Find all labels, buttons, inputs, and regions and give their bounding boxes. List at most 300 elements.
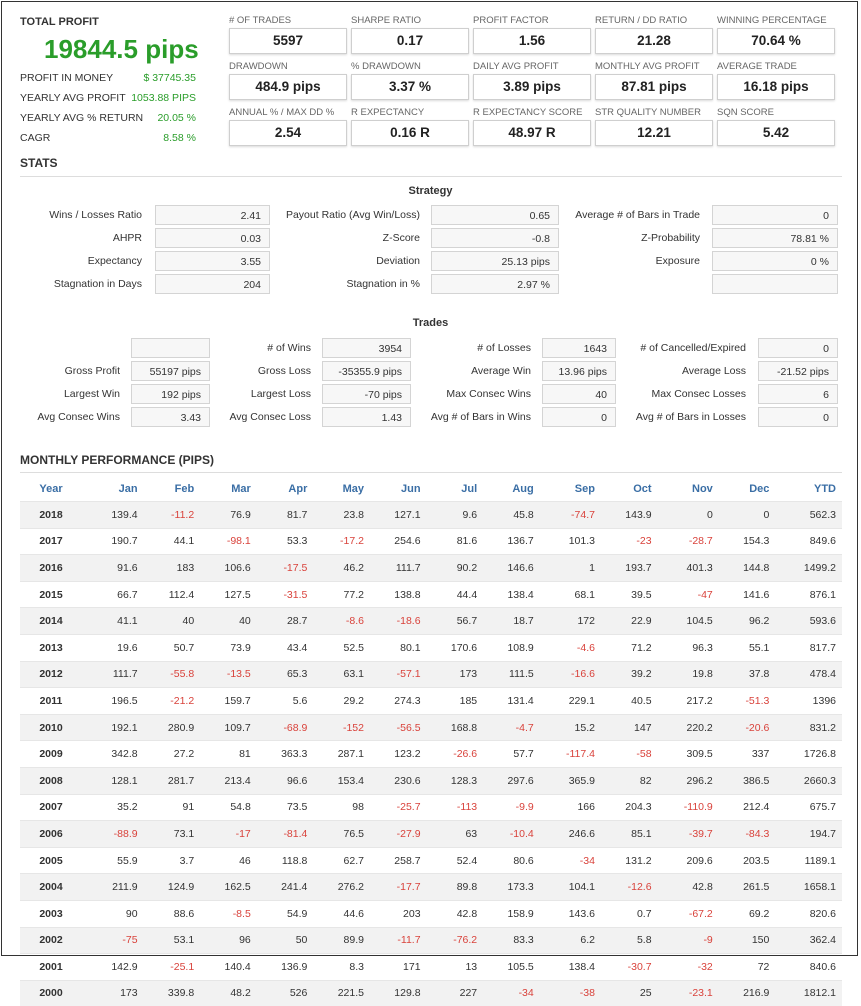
month-cell: 190.7 — [87, 528, 144, 555]
month-cell: 65.3 — [257, 661, 314, 688]
metric-value: 0.17 — [351, 28, 469, 54]
year-cell: 2003 — [20, 900, 87, 927]
month-cell: 40.5 — [601, 688, 658, 715]
cagr-value: 8.58 % — [163, 132, 196, 144]
month-cell: 6.2 — [540, 927, 601, 954]
month-cell: 227 — [427, 980, 484, 1006]
yearly-avg-profit-value: 1053.88 PIPS — [131, 92, 196, 104]
month-cell: 118.8 — [257, 847, 314, 874]
month-cell: -152 — [313, 714, 370, 741]
month-cell: 35.2 — [87, 794, 144, 821]
metric-str-quality-number — [595, 107, 713, 146]
metric-label: % DRAWDOWN — [351, 61, 469, 73]
column-header: Apr — [257, 477, 314, 502]
month-cell: -57.1 — [370, 661, 427, 688]
metric-label: STR QUALITY NUMBER — [595, 107, 713, 119]
month-cell: -55.8 — [144, 661, 201, 688]
month-cell: -16.6 — [540, 661, 601, 688]
month-cell: 88.6 — [144, 900, 201, 927]
month-cell: 170.6 — [427, 634, 484, 661]
table-row — [20, 661, 842, 688]
metric-sharpe-ratio — [351, 15, 469, 54]
month-cell: 55.1 — [719, 634, 776, 661]
year-cell: 2004 — [20, 874, 87, 901]
table-row — [20, 980, 842, 1006]
monthly-header-row — [20, 477, 842, 502]
trade-label: Max Consec Wins — [415, 388, 531, 400]
ytd-cell: 194.7 — [775, 821, 842, 848]
month-cell: -10.4 — [483, 821, 540, 848]
month-cell: 89.9 — [313, 927, 370, 954]
month-cell: 72 — [719, 954, 776, 981]
month-cell: 131.2 — [601, 847, 658, 874]
month-cell: 80.6 — [483, 847, 540, 874]
metric-value: 3.89 pips — [473, 74, 591, 100]
month-cell: 81.6 — [427, 528, 484, 555]
month-cell: 91.6 — [87, 555, 144, 582]
trade-value: 0 — [758, 338, 838, 358]
table-row — [20, 581, 842, 608]
month-cell: -58 — [601, 741, 658, 768]
month-cell: 173 — [427, 661, 484, 688]
month-cell: 281.7 — [144, 767, 201, 794]
metric-r-expectancy — [351, 107, 469, 146]
month-cell: 220.2 — [658, 714, 719, 741]
month-cell: 185 — [427, 688, 484, 715]
month-cell: -11.2 — [144, 502, 201, 529]
year-cell: 2001 — [20, 954, 87, 981]
column-header: Year — [20, 477, 87, 502]
trade-value: 6 — [758, 384, 838, 404]
month-cell: 0 — [719, 502, 776, 529]
metric-label: RETURN / DD RATIO — [595, 15, 713, 27]
month-cell: -68.9 — [257, 714, 314, 741]
month-cell: 131.4 — [483, 688, 540, 715]
month-cell: 213.4 — [200, 767, 257, 794]
month-cell: 274.3 — [370, 688, 427, 715]
table-row — [20, 927, 842, 954]
metric-label: SQN SCORE — [717, 107, 835, 119]
month-cell: 136.7 — [483, 528, 540, 555]
month-cell: 40 — [200, 608, 257, 635]
trade-value: -35355.9 pips — [322, 361, 411, 381]
month-cell: 111.7 — [87, 661, 144, 688]
month-cell: 401.3 — [658, 555, 719, 582]
month-cell: 105.5 — [483, 954, 540, 981]
month-cell: 76.5 — [313, 821, 370, 848]
stats-divider — [20, 176, 842, 177]
month-cell: 96 — [200, 927, 257, 954]
metric-profit-factor — [473, 15, 591, 54]
stat-label: Stagnation in % — [270, 278, 420, 290]
metric-label: DRAWDOWN — [229, 61, 347, 73]
month-cell: 124.9 — [144, 874, 201, 901]
metric-average-trade — [717, 61, 835, 100]
month-cell: 13 — [427, 954, 484, 981]
month-cell: 46 — [200, 847, 257, 874]
trade-label: Average Win — [415, 365, 531, 377]
trade-value: 1643 — [542, 338, 616, 358]
ytd-cell: 820.6 — [775, 900, 842, 927]
stat-value: 204 — [155, 274, 270, 294]
month-cell: -17 — [200, 821, 257, 848]
month-cell: 54.8 — [200, 794, 257, 821]
month-cell: 9.6 — [427, 502, 484, 529]
year-cell: 2013 — [20, 634, 87, 661]
trade-label: Avg Consec Loss — [215, 411, 311, 423]
metric-label: MONTHLY AVG PROFIT — [595, 61, 713, 73]
metric-label: R EXPECTANCY SCORE — [473, 107, 591, 119]
month-cell: 5.8 — [601, 927, 658, 954]
month-cell: 48.2 — [200, 980, 257, 1006]
stat-label: Expectancy — [20, 255, 142, 267]
trade-value: 3.43 — [131, 407, 210, 427]
month-cell: 192.1 — [87, 714, 144, 741]
month-cell: -56.5 — [370, 714, 427, 741]
trade-value: -70 pips — [322, 384, 411, 404]
stat-value: 25.13 pips — [431, 251, 559, 271]
stat-label: Wins / Losses Ratio — [20, 209, 142, 221]
year-cell: 2012 — [20, 661, 87, 688]
month-cell: -8.6 — [313, 608, 370, 635]
ytd-cell: 817.7 — [775, 634, 842, 661]
month-cell: 158.9 — [483, 900, 540, 927]
month-cell: -84.3 — [719, 821, 776, 848]
month-cell: 140.4 — [200, 954, 257, 981]
month-cell: -117.4 — [540, 741, 601, 768]
metric-value: 5597 — [229, 28, 347, 54]
stat-value: 2.41 — [155, 205, 270, 225]
year-cell: 2016 — [20, 555, 87, 582]
month-cell: -98.1 — [200, 528, 257, 555]
month-cell: 309.5 — [658, 741, 719, 768]
trade-label: # of Cancelled/Expired — [620, 342, 746, 354]
column-header: Oct — [601, 477, 658, 502]
month-cell: -11.7 — [370, 927, 427, 954]
month-cell: -113 — [427, 794, 484, 821]
month-cell: 18.7 — [483, 608, 540, 635]
column-header: Jul — [427, 477, 484, 502]
profit-in-money-value: $ 37745.35 — [143, 72, 196, 84]
month-cell: 162.5 — [200, 874, 257, 901]
month-cell: 171 — [370, 954, 427, 981]
month-cell: 1 — [540, 555, 601, 582]
month-cell: 203 — [370, 900, 427, 927]
profit-in-money-label: PROFIT IN MONEY — [20, 72, 113, 84]
month-cell: -4.7 — [483, 714, 540, 741]
month-cell: 106.6 — [200, 555, 257, 582]
table-row — [20, 900, 842, 927]
month-cell: 23.8 — [313, 502, 370, 529]
month-cell: -39.7 — [658, 821, 719, 848]
trade-value: -21.52 pips — [758, 361, 838, 381]
month-cell: -18.6 — [370, 608, 427, 635]
table-row — [20, 688, 842, 715]
month-cell: -30.7 — [601, 954, 658, 981]
total-profit-value: 19844.5 pips — [44, 34, 199, 65]
month-cell: 81.7 — [257, 502, 314, 529]
trade-value: 0 — [542, 407, 616, 427]
trade-label: Average Loss — [620, 365, 746, 377]
year-cell: 2009 — [20, 741, 87, 768]
stat-label: Z-Probability — [560, 232, 700, 244]
month-cell: 76.9 — [200, 502, 257, 529]
year-cell: 2014 — [20, 608, 87, 635]
month-cell: 68.1 — [540, 581, 601, 608]
month-cell: 168.8 — [427, 714, 484, 741]
column-header: Dec — [719, 477, 776, 502]
ytd-cell: 675.7 — [775, 794, 842, 821]
month-cell: 212.4 — [719, 794, 776, 821]
month-cell: 365.9 — [540, 767, 601, 794]
month-cell: 127.1 — [370, 502, 427, 529]
month-cell: -51.3 — [719, 688, 776, 715]
month-cell: 159.7 — [200, 688, 257, 715]
ytd-cell: 831.2 — [775, 714, 842, 741]
trade-label: Largest Win — [20, 388, 120, 400]
month-cell: 166 — [540, 794, 601, 821]
month-cell: 37.8 — [719, 661, 776, 688]
month-cell: 73.1 — [144, 821, 201, 848]
month-cell: 183 — [144, 555, 201, 582]
trade-label: Largest Loss — [215, 388, 311, 400]
metric-pct-drawdown — [351, 61, 469, 100]
month-cell: 3.7 — [144, 847, 201, 874]
month-cell: 28.7 — [257, 608, 314, 635]
ytd-cell: 1658.1 — [775, 874, 842, 901]
ytd-cell: 1396 — [775, 688, 842, 715]
month-cell: -4.6 — [540, 634, 601, 661]
metric-label: SHARPE RATIO — [351, 15, 469, 27]
ytd-cell: 2660.3 — [775, 767, 842, 794]
month-cell: 96.6 — [257, 767, 314, 794]
yearly-avg-return-row — [20, 112, 196, 124]
month-cell: 141.6 — [719, 581, 776, 608]
month-cell: -31.5 — [257, 581, 314, 608]
month-cell: 128.1 — [87, 767, 144, 794]
metric-label: DAILY AVG PROFIT — [473, 61, 591, 73]
month-cell: -81.4 — [257, 821, 314, 848]
month-cell: -8.5 — [200, 900, 257, 927]
table-row — [20, 794, 842, 821]
month-cell: 337 — [719, 741, 776, 768]
metric-value: 5.42 — [717, 120, 835, 146]
table-row — [20, 634, 842, 661]
month-cell: -17.7 — [370, 874, 427, 901]
month-cell: 139.4 — [87, 502, 144, 529]
month-cell: 19.8 — [658, 661, 719, 688]
month-cell: 66.7 — [87, 581, 144, 608]
metric-value: 16.18 pips — [717, 74, 835, 100]
month-cell: -76.2 — [427, 927, 484, 954]
month-cell: -28.7 — [658, 528, 719, 555]
monthly-body — [20, 502, 842, 1006]
month-cell: -75 — [87, 927, 144, 954]
total-profit-label: TOTAL PROFIT — [20, 16, 99, 28]
metric-value: 21.28 — [595, 28, 713, 54]
column-header: May — [313, 477, 370, 502]
month-cell: 42.8 — [427, 900, 484, 927]
column-header: Aug — [483, 477, 540, 502]
stat-value: 78.81 % — [712, 228, 838, 248]
month-cell: 90.2 — [427, 555, 484, 582]
ytd-cell: 1726.8 — [775, 741, 842, 768]
month-cell: 50.7 — [144, 634, 201, 661]
month-cell: 363.3 — [257, 741, 314, 768]
metric-label: # OF TRADES — [229, 15, 347, 27]
metric-value: 70.64 % — [717, 28, 835, 54]
month-cell: 143.6 — [540, 900, 601, 927]
month-cell: 101.3 — [540, 528, 601, 555]
table-row — [20, 954, 842, 981]
table-row — [20, 502, 842, 529]
month-cell: 193.7 — [601, 555, 658, 582]
metric-value: 1.56 — [473, 28, 591, 54]
metric-label: PROFIT FACTOR — [473, 15, 591, 27]
trade-label: Avg Consec Wins — [20, 411, 120, 423]
year-cell: 2006 — [20, 821, 87, 848]
month-cell: 138.4 — [540, 954, 601, 981]
trade-value — [131, 338, 210, 358]
month-cell: 52.5 — [313, 634, 370, 661]
trade-value: 1.43 — [322, 407, 411, 427]
strategy-title: Strategy — [0, 185, 861, 197]
month-cell: 41.1 — [87, 608, 144, 635]
month-cell: 96.2 — [719, 608, 776, 635]
month-cell: 211.9 — [87, 874, 144, 901]
month-cell: 342.8 — [87, 741, 144, 768]
trade-value: 55197 pips — [131, 361, 210, 381]
month-cell: -67.2 — [658, 900, 719, 927]
month-cell: 25 — [601, 980, 658, 1006]
month-cell: 172 — [540, 608, 601, 635]
month-cell: 85.1 — [601, 821, 658, 848]
metric-value: 2.54 — [229, 120, 347, 146]
trade-label: Max Consec Losses — [620, 388, 746, 400]
month-cell: 90 — [87, 900, 144, 927]
month-cell: 52.4 — [427, 847, 484, 874]
stat-value: 0 — [712, 205, 838, 225]
year-cell: 2015 — [20, 581, 87, 608]
stat-value: 0.65 — [431, 205, 559, 225]
month-cell: 42.8 — [658, 874, 719, 901]
metric-monthly-avg-profit — [595, 61, 713, 100]
table-row — [20, 741, 842, 768]
month-cell: 91 — [144, 794, 201, 821]
month-cell: 258.7 — [370, 847, 427, 874]
month-cell: 127.5 — [200, 581, 257, 608]
month-cell: 56.7 — [427, 608, 484, 635]
month-cell: 71.2 — [601, 634, 658, 661]
month-cell: 280.9 — [144, 714, 201, 741]
month-cell: 254.6 — [370, 528, 427, 555]
month-cell: 204.3 — [601, 794, 658, 821]
column-header: Feb — [144, 477, 201, 502]
table-row — [20, 528, 842, 555]
metric-trades — [229, 15, 347, 54]
month-cell: 297.6 — [483, 767, 540, 794]
month-cell: 196.5 — [87, 688, 144, 715]
stat-label: Payout Ratio (Avg Win/Loss) — [270, 209, 420, 221]
month-cell: 339.8 — [144, 980, 201, 1006]
ytd-cell: 478.4 — [775, 661, 842, 688]
column-header: Nov — [658, 477, 719, 502]
stat-label: Average # of Bars in Trade — [560, 209, 700, 221]
stat-value: -0.8 — [431, 228, 559, 248]
month-cell: 296.2 — [658, 767, 719, 794]
month-cell: 83.3 — [483, 927, 540, 954]
trade-value: 0 — [758, 407, 838, 427]
year-cell: 2002 — [20, 927, 87, 954]
month-cell: 150 — [719, 927, 776, 954]
month-cell: 27.2 — [144, 741, 201, 768]
year-cell: 2017 — [20, 528, 87, 555]
stat-label: Deviation — [270, 255, 420, 267]
ytd-cell: 1189.1 — [775, 847, 842, 874]
month-cell: 128.3 — [427, 767, 484, 794]
trade-label: # of Wins — [215, 342, 311, 354]
year-cell: 2000 — [20, 980, 87, 1006]
month-cell: 0 — [658, 502, 719, 529]
cagr-label: CAGR — [20, 132, 50, 144]
month-cell: -110.9 — [658, 794, 719, 821]
month-cell: 15.2 — [540, 714, 601, 741]
metric-return-dd — [595, 15, 713, 54]
metric-value: 48.97 R — [473, 120, 591, 146]
year-cell: 2011 — [20, 688, 87, 715]
stats-title: STATS — [20, 156, 58, 170]
trade-label: Gross Loss — [215, 365, 311, 377]
metric-winning-percentage — [717, 15, 835, 54]
month-cell: 22.9 — [601, 608, 658, 635]
month-cell: 112.4 — [144, 581, 201, 608]
month-cell: 50 — [257, 927, 314, 954]
month-cell: 45.8 — [483, 502, 540, 529]
month-cell: 136.9 — [257, 954, 314, 981]
month-cell: -17.5 — [257, 555, 314, 582]
month-cell: 229.1 — [540, 688, 601, 715]
year-cell: 2007 — [20, 794, 87, 821]
month-cell: 40 — [144, 608, 201, 635]
trade-label: Gross Profit — [20, 365, 120, 377]
month-cell: 144.8 — [719, 555, 776, 582]
month-cell: 261.5 — [719, 874, 776, 901]
month-cell: -25.1 — [144, 954, 201, 981]
month-cell: 216.9 — [719, 980, 776, 1006]
metric-label: AVERAGE TRADE — [717, 61, 835, 73]
month-cell: 154.3 — [719, 528, 776, 555]
month-cell: 221.5 — [313, 980, 370, 1006]
trade-label: Avg # of Bars in Losses — [620, 411, 746, 423]
metric-label: R EXPECTANCY — [351, 107, 469, 119]
stat-label: AHPR — [20, 232, 142, 244]
ytd-cell: 1499.2 — [775, 555, 842, 582]
month-cell: -12.6 — [601, 874, 658, 901]
month-cell: 89.8 — [427, 874, 484, 901]
month-cell: 111.5 — [483, 661, 540, 688]
metric-drawdown — [229, 61, 347, 100]
yearly-avg-profit-row — [20, 92, 196, 104]
stat-value — [712, 274, 838, 294]
month-cell: 526 — [257, 980, 314, 1006]
profit-in-money-row — [20, 72, 196, 84]
year-cell: 2008 — [20, 767, 87, 794]
table-row — [20, 847, 842, 874]
month-cell: -23.1 — [658, 980, 719, 1006]
month-cell: 63 — [427, 821, 484, 848]
trades-title: Trades — [0, 317, 861, 329]
stat-value: 3.55 — [155, 251, 270, 271]
